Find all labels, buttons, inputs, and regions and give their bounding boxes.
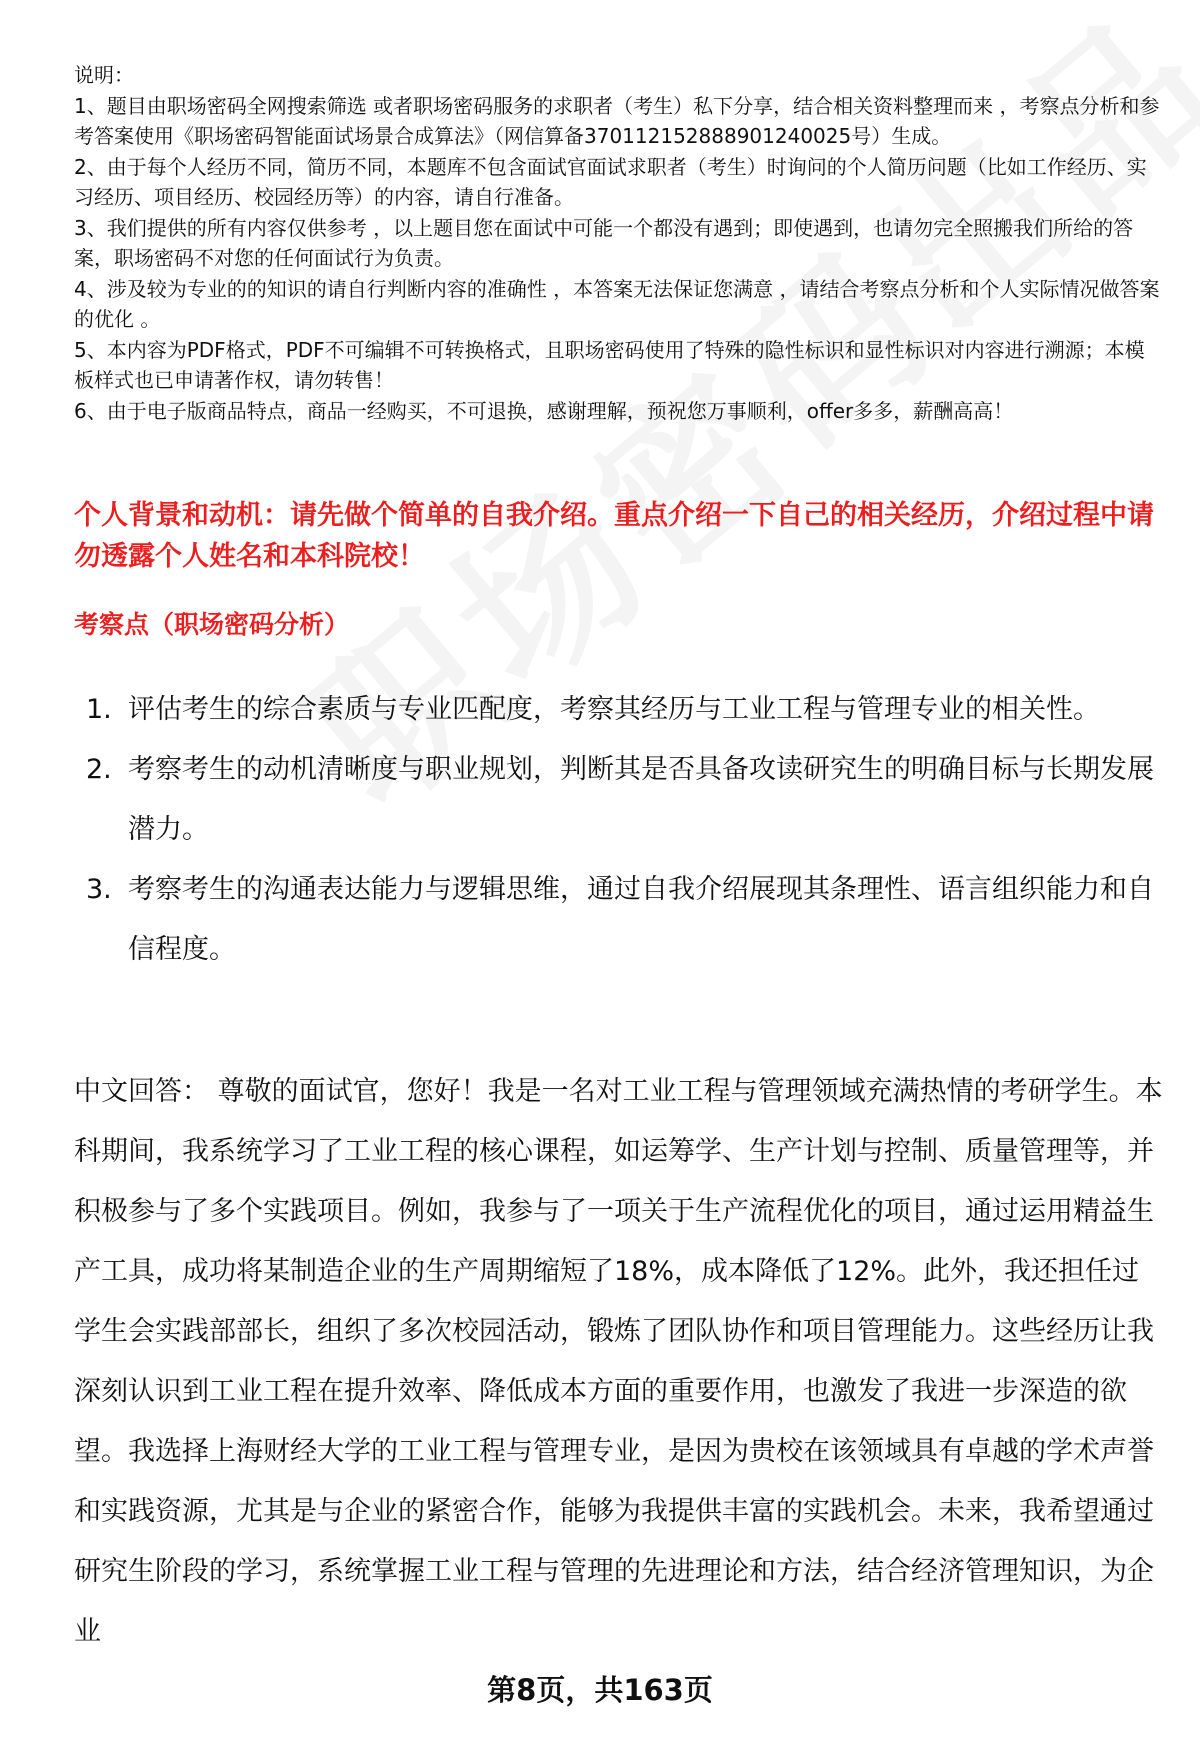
- list-item: [74, 740, 1154, 860]
- list-item-number: 2.: [86, 754, 112, 785]
- note-item: 4、涉及较为专业的的知识的请自行判断内容的准确性 ，本答案无法保证您满意 ，请结合考察点分析和个人实际情况做答案的优化 。: [74, 276, 1160, 331]
- notes-heading: 说明：: [74, 63, 134, 87]
- list-item-text: 考察考生的沟通表达能力与逻辑思维，通过自我介绍展现其条理性、语言组织能力和自信程度。: [128, 874, 1154, 965]
- note-item: 2、由于每个人经历不同，简历不同，本题库不包含面试官面试求职者（考生）时询问的个人简历问题（比如工作经历、实习经历、项目经历、校园经历等）的内容，请自行准备。: [74, 154, 1147, 209]
- analysis-title: 考察点（职场密码分析）: [74, 610, 350, 639]
- answer-text: 尊敬的面试官，您好！我是一名对工业工程与管理领域充满热情的考研学生。本科期间，我系统学习了工业工程的核心课程，如运筹学、生产计划与控制、质量管理等，并积极参与了多个实践项目。例如，我参与了一项关于生产流程优化的项目，通过运用精益生产工具，成功将某制造企业的生产周期缩短了18%，成本降低了12%。此外，我还担任过学生会实践部部长，组织了多次校园活动，锻炼了团队协作和项目管理能力。这些经历让我深刻认识到工业工程在提升效率、降低成本方面的重要作用，也激发了我进一步深造的欲望。我选择上海财经大学的工业工程与管理专业，是因为贵校在该领域具有卓越的学术声誉和实践资源，尤其是与企业的紧密合作，能够为我提供丰富的实践机会。未来，我希望通过研究生阶段的学习，系统掌握工业工程与管理的先进理论和方法，结合经济管理知识，为企业: [74, 1076, 1163, 1647]
- list-item-number: 3.: [86, 874, 112, 905]
- list-item-number: 1.: [86, 694, 112, 725]
- list-item-text: 评估考生的综合素质与专业匹配度，考察其经历与工业工程与管理专业的相关性。: [128, 694, 1100, 725]
- answer-label: 中文回答：: [74, 1076, 209, 1107]
- note-item: 6、由于电子版商品特点，商品一经购买，不可退换，感谢理解，预祝您万事顺利，offer多多，薪酬高高！: [74, 398, 1014, 423]
- list-item: [74, 680, 1154, 740]
- page-number: 第8页，共163页: [487, 1673, 713, 1707]
- answer-paragraph: [74, 1062, 1164, 1662]
- question-title: 个人背景和动机：请先做个简单的自我介绍。重点介绍一下自己的相关经历，介绍过程中请勿透露个人姓名和本科院校！: [74, 500, 1154, 572]
- list-item-text: 考察考生的动机清晰度与职业规划，判断其是否具备攻读研究生的明确目标与长期发展潜力。: [128, 754, 1154, 845]
- note-item: 3、我们提供的所有内容仅供参考 ，以上题目您在面试中可能一个都没有遇到；即使遇到，也请勿完全照搬我们所给的答案，职场密码不对您的任何面试行为负责。: [74, 215, 1134, 270]
- note-item: 1、题目由职场密码全网搜索筛选 或者职场密码服务的求职者（考生）私下分享，结合相关资料整理而来 ，考察点分析和参考答案使用《职场密码智能面试场景合成算法》（网信算备370112152888901240025号）生成。: [74, 93, 1160, 148]
- analysis-points-list: [74, 680, 1154, 980]
- notes-section: [74, 60, 1164, 426]
- note-item: 5、本内容为PDF格式，PDF不可编辑不可转换格式，且职场密码使用了特殊的隐性标识和显性标识对内容进行溯源；本模板样式也已申请著作权，请勿转售！: [74, 337, 1145, 392]
- list-item: [74, 860, 1154, 980]
